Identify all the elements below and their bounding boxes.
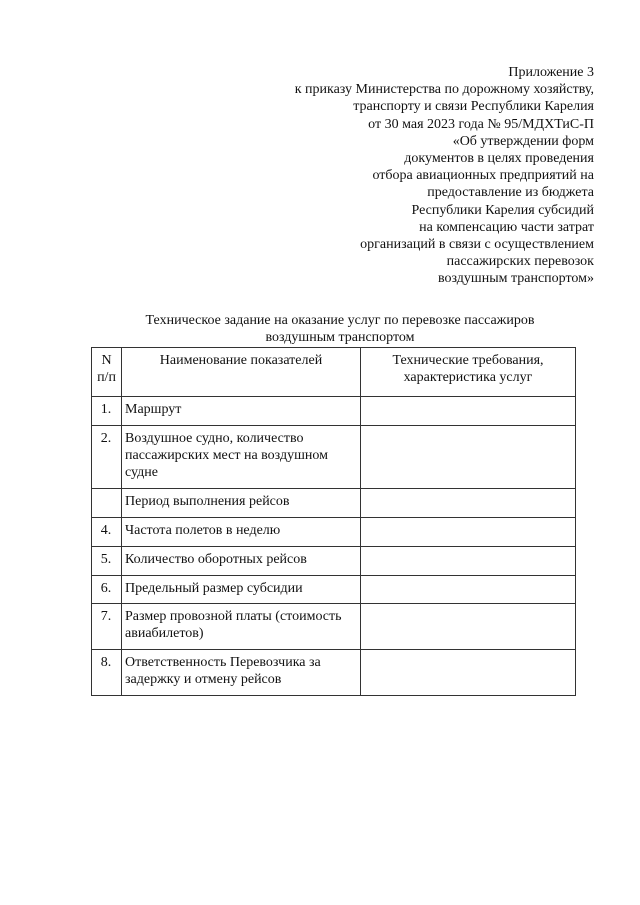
- header-line: предоставление из бюджета: [427, 185, 594, 201]
- header-line: пассажирских перевозок: [446, 254, 594, 270]
- header-line: Приложение 3: [508, 65, 594, 80]
- row-num: [92, 489, 121, 493]
- row-num-cell: [92, 518, 122, 547]
- row-name-line: Размер провозной платы (стоимость: [125, 609, 342, 624]
- header-req-cell: [361, 348, 576, 397]
- header-num-cell: [92, 348, 122, 397]
- table-row: [92, 576, 576, 604]
- row-req-value: [361, 576, 575, 580]
- row-num: 7.: [100, 609, 112, 624]
- header-line: Республики Карелия субсидий: [411, 202, 594, 218]
- table-row: [92, 489, 576, 518]
- row-req-cell: [361, 489, 576, 518]
- row-name-cell: [122, 650, 361, 696]
- row-req-cell: [361, 576, 576, 604]
- row-name-line: Количество оборотных рейсов: [125, 552, 307, 567]
- row-name-line: судне: [125, 465, 158, 480]
- header-line: от 30 мая 2023 года № 95/МДХТиС-П: [368, 116, 594, 132]
- row-req-value: [361, 650, 575, 654]
- header-line: отбора авиационных предприятий на: [372, 168, 594, 184]
- row-name-cell: [122, 518, 361, 547]
- row-name-cell: [122, 604, 361, 650]
- row-req-cell: [361, 547, 576, 576]
- row-name-line: Период выполнения рейсов: [125, 494, 290, 509]
- row-name-cell: [122, 576, 361, 604]
- row-name-cell: [122, 547, 361, 576]
- header-num-line-2: п/п: [97, 370, 116, 385]
- row-name-cell: [122, 489, 361, 518]
- row-req-cell: [361, 518, 576, 547]
- row-name-line: Маршрут: [125, 402, 182, 417]
- row-name-cell: [122, 397, 361, 426]
- table-row: [92, 604, 576, 650]
- row-num: 4.: [100, 523, 112, 538]
- row-name-cell: [122, 426, 361, 489]
- row-name-line: задержку и отмену рейсов: [125, 672, 282, 687]
- header-line: организаций в связи с осуществлением: [360, 237, 594, 253]
- row-req-value: [361, 397, 575, 401]
- header-line: воздушным транспортом»: [438, 271, 594, 287]
- header-line: на компенсацию части затрат: [419, 219, 594, 235]
- row-name-line: Воздушное судно, количество: [125, 431, 304, 446]
- row-num: 1.: [100, 402, 112, 417]
- requirements-table: [91, 347, 576, 696]
- title-line-1: Техническое задание на оказание услуг по перевозке пассажиров: [145, 313, 535, 328]
- row-name-line: авиабилетов): [125, 626, 204, 641]
- header-line: к приказу Министерства по дорожному хозяйству,: [294, 82, 594, 98]
- title-line-2: воздушным транспортом: [265, 330, 415, 345]
- table-row: [92, 518, 576, 547]
- row-num-cell: [92, 426, 122, 489]
- row-num: 6.: [100, 581, 112, 596]
- header-req-line-1: Технические требования,: [392, 353, 544, 368]
- row-num-cell: [92, 397, 122, 426]
- row-req-value: [361, 604, 575, 608]
- row-name-line: пассажирских мест на воздушном: [125, 448, 328, 463]
- row-num-cell: [92, 650, 122, 696]
- table-row: [92, 547, 576, 576]
- row-req-value: [361, 547, 575, 551]
- header-line: «Об утверждении форм: [452, 133, 594, 149]
- table-row: [92, 397, 576, 426]
- header-line: документов в целях проведения: [404, 151, 594, 167]
- row-name-line: Частота полетов в неделю: [125, 523, 281, 538]
- row-name-line: Ответственность Перевозчика за: [125, 655, 321, 670]
- table-row: [92, 650, 576, 696]
- row-num: 5.: [100, 552, 112, 567]
- row-req-value: [361, 518, 575, 522]
- table-header-row: [92, 348, 576, 397]
- row-num-cell: [92, 547, 122, 576]
- header-name-cell: [122, 348, 361, 397]
- row-req-value: [361, 489, 575, 493]
- row-num-cell: [92, 489, 122, 518]
- row-name-line: Предельный размер субсидии: [125, 581, 303, 596]
- row-num-cell: [92, 604, 122, 650]
- row-num: 2.: [100, 431, 112, 446]
- row-req-value: [361, 426, 575, 430]
- header-line: транспорту и связи Республики Карелия: [353, 99, 594, 115]
- row-req-cell: [361, 650, 576, 696]
- header-num-line-1: N: [101, 353, 112, 368]
- row-req-cell: [361, 426, 576, 489]
- document-title: [80, 312, 600, 346]
- table-row: [92, 426, 576, 489]
- row-req-cell: [361, 604, 576, 650]
- header-name-label: Наименование показателей: [159, 353, 323, 368]
- row-num: 8.: [100, 655, 112, 670]
- row-num-cell: [92, 576, 122, 604]
- header-req-line-2: характеристика услуг: [403, 370, 533, 385]
- appendix-header: [200, 64, 594, 288]
- row-req-cell: [361, 397, 576, 426]
